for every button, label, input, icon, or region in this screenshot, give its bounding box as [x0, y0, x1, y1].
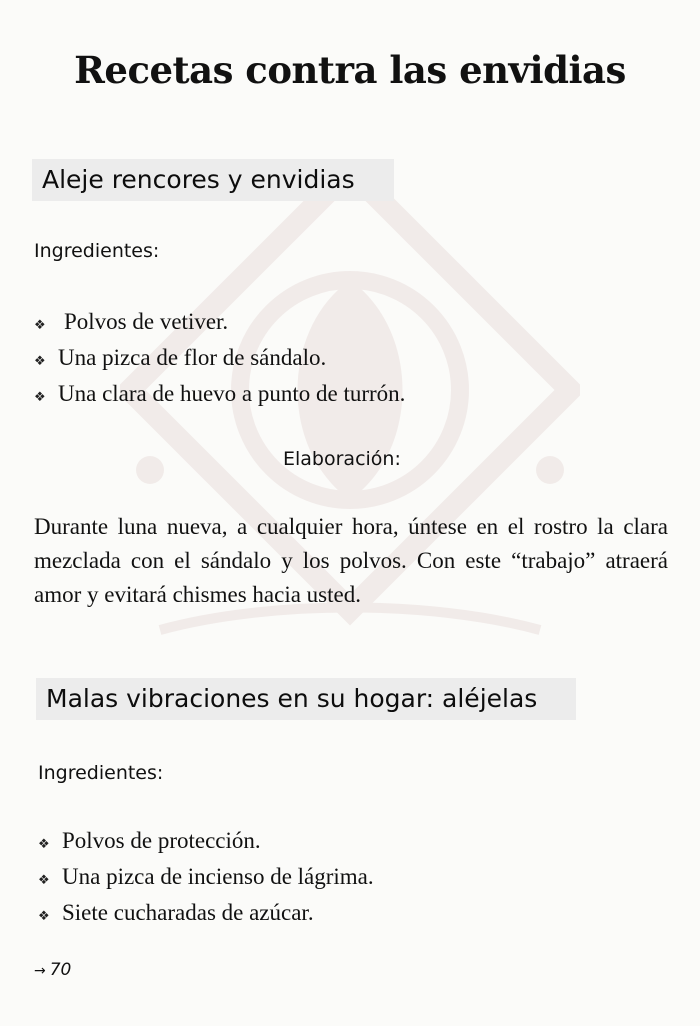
- arrow-right-icon: →: [34, 963, 46, 979]
- diamond-bullet-icon: ❖: [38, 836, 50, 851]
- ingredient-text: Una clara de huevo a punto de turrón.: [58, 381, 406, 406]
- ingredient-text: Siete cucharadas de azúcar.: [62, 900, 314, 925]
- ingredient-text: Polvos de vetiver.: [64, 309, 229, 334]
- ingredients-list-1: [34, 305, 405, 413]
- diamond-bullet-icon: ❖: [38, 908, 50, 923]
- ingredients-list-2: [38, 824, 374, 932]
- section-heading-1: Aleje rencores y envidias: [32, 159, 394, 201]
- section-heading-2: Malas vibraciones en su hogar: aléjelas: [36, 678, 576, 720]
- diamond-bullet-icon: ❖: [38, 872, 50, 887]
- diamond-bullet-icon: ❖: [34, 389, 46, 404]
- diamond-bullet-icon: ❖: [34, 353, 46, 368]
- list-item: [34, 341, 405, 377]
- list-item: [38, 896, 374, 932]
- page-number: [34, 960, 71, 980]
- list-item: [38, 824, 374, 860]
- ingredient-text: Una pizca de flor de sándalo.: [58, 345, 327, 370]
- page-title: Recetas contra las envidias: [74, 48, 626, 92]
- list-item: [34, 305, 405, 341]
- list-item: [38, 860, 374, 896]
- diamond-bullet-icon: ❖: [34, 317, 46, 332]
- ingredients-label-1: Ingredientes:: [34, 240, 160, 262]
- elaboration-text: Durante luna nueva, a cualquier hora, úntese en el rostro la clara mezclada con el sándalo y los polvos. Con este “trabajo” atraerá amor y evitará chismes hacia usted.: [34, 514, 668, 607]
- ingredient-text: Una pizca de incienso de lágrima.: [62, 864, 374, 889]
- ingredient-text: Polvos de protección.: [62, 828, 261, 853]
- ingredients-label-2: Ingredientes:: [38, 762, 164, 784]
- elaboration-label: Elaboración:: [283, 448, 401, 470]
- list-item: [34, 377, 405, 413]
- page-number-text: 70: [49, 960, 72, 980]
